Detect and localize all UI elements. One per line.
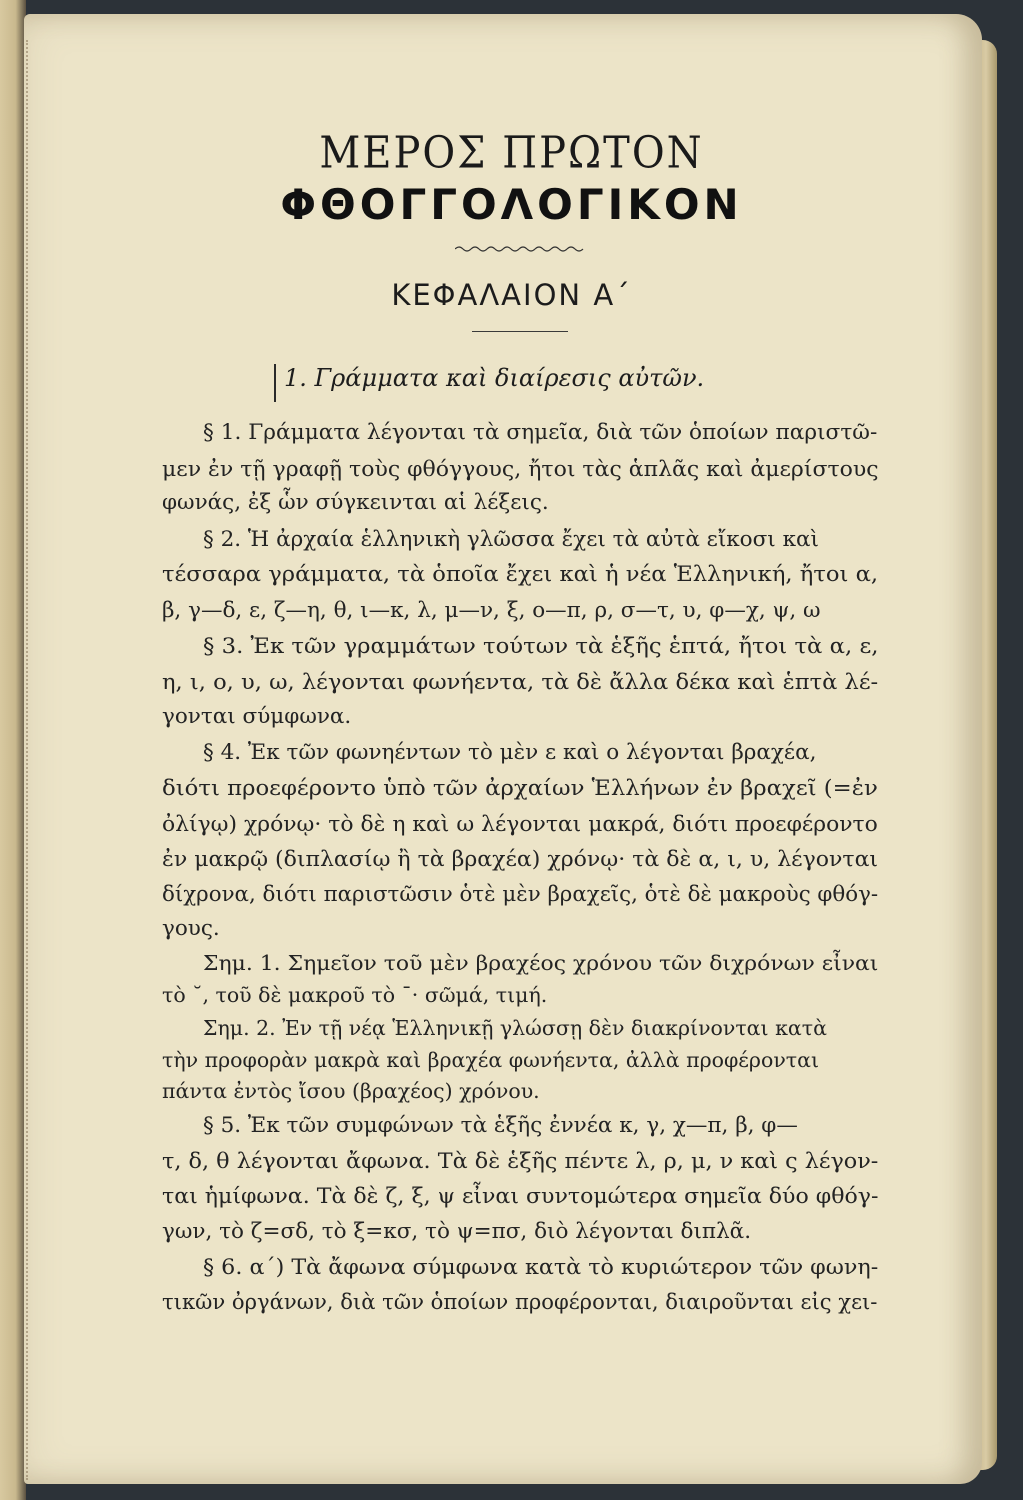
text-line: δίχρονα, διότι παριστῶσιν ὁτὲ μὲν βραχεῖς, ὁτὲ δὲ μακροὺς φθόγ- [162, 882, 879, 907]
text-line: § 4. Ἐκ τῶν φωνηέντων τὸ μὲν ε καὶ ο λέγονται βραχέα, [203, 740, 817, 765]
text-line: § 3. Ἐκ τῶν γραμμάτων τούτων τὰ ἑξῆς ἑπτά, ἤτοι τὰ α, ε, [203, 634, 879, 659]
text-line: ὀλίγῳ) χρόνῳ· τὸ δὲ η καὶ ω λέγονται μακρά, διότι προεφέροντο [162, 812, 878, 837]
note-line: Σημ. 1. Σημεῖον τοῦ μὲν βραχέος χρόνου τῶν διχρόνων εἶναι [203, 951, 879, 975]
note-line: πάντα ἐντὸς ἴσου (βραχέος) χρόνου. [162, 1079, 540, 1103]
note-line: Σημ. 2. Ἐν τῇ νέᾳ Ἑλληνικῇ γλώσσῃ δὲν διακρίνονται κατὰ [203, 1016, 827, 1040]
text-line: γους. [162, 916, 220, 941]
binding-stitches [26, 40, 32, 1480]
text-line: τικῶν ὀργάνων, διὰ τῶν ὁποίων προφέρονται, διαιροῦνται εἰς χει- [162, 1290, 878, 1315]
text-line: γων, τὸ ζ=σδ, τὸ ξ=κσ, τὸ ψ=πσ, διὸ λέγονται διπλᾶ. [162, 1219, 752, 1244]
text-line: ἐν μακρῷ (διπλασίῳ ἢ τὰ βραχέα) χρόνῳ· τὰ δὲ α, ι, υ, λέγονται [162, 847, 879, 872]
text-line: § 1. Γράμματα λέγονται τὰ σημεῖα, διὰ τῶν ὁποίων παριστῶ- [203, 420, 878, 445]
text-line: β, γ—δ, ε, ζ—η, θ, ι—κ, λ, μ—ν, ξ, ο—π, ρ, σ—τ, υ, φ—χ, ψ, ω [162, 598, 821, 623]
text-line: § 6. α΄) Τὰ ἄφωνα σύμφωνα κατὰ τὸ κυριώτερον τῶν φωνη- [203, 1255, 879, 1280]
text-line: § 2. Ἡ ἀρχαία ἑλληνικὴ γλῶσσα ἔχει τὰ αὐτὰ εἴκοσι καὶ [203, 527, 819, 552]
text-line: § 5. Ἐκ τῶν συμφώνων τὰ ἑξῆς ἐννέα κ, γ, χ—π, β, φ— [203, 1113, 798, 1138]
wavy-divider-ornament [455, 244, 585, 254]
note-line: τὸ ˘, τοῦ δὲ μακροῦ τὸ ¯· σῶμά, τιμή. [162, 983, 548, 1007]
text-line: ται ἡμίφωνα. Τὰ δὲ ζ, ξ, ψ εἶναι συντομώτερα σημεῖα δύο φθόγ- [162, 1184, 879, 1209]
text-line: τ, δ, θ λέγονται ἄφωνα. Τὰ δὲ ἑξῆς πέντε λ, ρ, μ, ν καὶ ς λέγον- [162, 1149, 879, 1174]
chapter-heading: ΚΕΦΑΛΑΙΟΝ Α΄ [391, 278, 632, 312]
part-title: ΜΕΡΟΣ ΠΡΩΤΟΝ [319, 127, 704, 179]
text-line: γονται σύμφωνα. [162, 704, 352, 729]
note-line: τὴν προφορὰν μακρὰ καὶ βραχέα φωνήεντα, ἀλλὰ προφέρονται [162, 1048, 820, 1072]
text-line: φωνάς, ἐξ ὧν σύγκεινται αἱ λέξεις. [162, 490, 549, 515]
text-line: τέσσαρα γράμματα, τὰ ὁποῖα ἔχει καὶ ἡ νέα Ἑλληνική, ἤτοι α, [162, 562, 879, 587]
text-line: η, ι, ο, υ, ω, λέγονται φωνήεντα, τὰ δὲ ἄλλα δέκα καὶ ἑπτὰ λέ- [162, 670, 879, 695]
chapter-rule [472, 331, 568, 332]
text-line: μεν ἐν τῇ γραφῇ τοὺς φθόγγους, ἤτοι τὰς ἁπλᾶς καὶ ἀμερίστους [162, 457, 879, 482]
margin-mark [274, 364, 276, 402]
text-line: διότι προεφέροντο ὑπὸ τῶν ἀρχαίων Ἑλλήνων ἐν βραχεῖ (=ἐν [162, 776, 878, 801]
part-subtitle: ΦΘΟΓΓΟΛΟΓΙΚΟΝ [280, 180, 743, 229]
section-title: 1. Γράμματα καὶ διαίρεσις αὐτῶν. [284, 364, 705, 392]
